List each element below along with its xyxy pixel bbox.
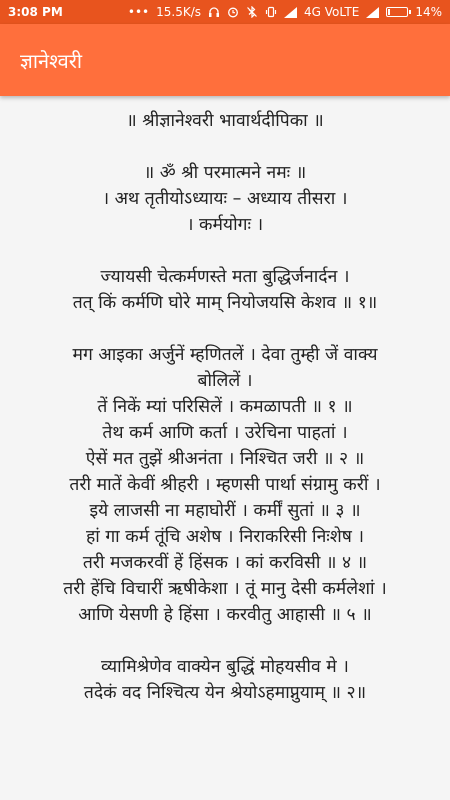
verse-line: तेथ कर्म आणि कर्ता । उरेचिना पाहतां । bbox=[102, 423, 348, 443]
verse-line: ज्यायसी चेत्कर्मणस्ते मता बुद्धिर्जनार्दन । bbox=[100, 267, 350, 287]
signal-strength-icon-2 bbox=[366, 7, 379, 18]
signal-strength-icon bbox=[284, 7, 297, 18]
bluetooth-off-icon bbox=[246, 6, 258, 18]
verse-line: तें निकें म्यां परिसिलें । कमळापती ॥ १ ॥ bbox=[97, 397, 353, 417]
verse-line: हां गा कर्म तूंचि अशेष । निराकरिसी निःशेष । bbox=[85, 527, 365, 547]
alarm-icon bbox=[227, 6, 239, 18]
verse-line: बोलिलें । bbox=[197, 371, 253, 391]
verse-line: तरी हेंचि विचारीं ऋषीकेशा । तूं मानु देसी कर्मलेशां । bbox=[63, 579, 387, 599]
blank-line bbox=[0, 316, 450, 342]
verse-line: ॥ ॐ श्री परमात्मने नमः ॥ bbox=[143, 163, 307, 183]
network-type: 4G VoLTE bbox=[304, 5, 360, 19]
scripture-text bbox=[0, 108, 450, 706]
verse-line: । कर्मयोगः । bbox=[186, 215, 264, 235]
battery-fill bbox=[388, 9, 390, 15]
verse-line: व्यामिश्रेणेव वाक्येन बुद्धिं मोहयसीव मे । bbox=[101, 657, 349, 677]
verse-line: तरी मातें केवीं श्रीहरी । म्हणसी पार्था संग्रामु करीं । bbox=[69, 475, 381, 495]
app-bar bbox=[0, 24, 450, 96]
status-icons bbox=[128, 5, 442, 19]
signal-dots-icon: ••• bbox=[127, 5, 150, 19]
vibrate-icon bbox=[265, 6, 277, 18]
network-speed: 15.5K/s bbox=[156, 5, 202, 19]
battery-percent: 14% bbox=[415, 5, 442, 19]
verse-line: मग आइका अर्जुनें म्हणितलें । देवा तुम्ही जें वाक्य bbox=[72, 345, 378, 365]
verse-line: ॥ श्रीज्ञानेश्वरी भावार्थदीपिका ॥ bbox=[126, 111, 324, 131]
verse-line: तरी मजकरवीं हें हिंसक । कां करविसी ॥ ४ ॥ bbox=[82, 553, 368, 573]
verse-line: इये लाजसी ना महाघोरीं । कर्मीं सुतां ॥ ३ ॥ bbox=[89, 501, 361, 521]
verse-line: आणि येसणी हे हिंसा । करवीतु आहासी ॥ ५ ॥ bbox=[78, 605, 372, 625]
status-bar bbox=[0, 0, 450, 24]
blank-line bbox=[0, 628, 450, 654]
status-time: 3:08 PM bbox=[8, 5, 63, 19]
verse-line: तदेकं वद निश्चित्य येन श्रेयोऽहमाप्नुयाम् ॥ २॥ bbox=[83, 683, 367, 703]
battery-icon bbox=[386, 7, 408, 17]
verse-line: ऐसें मत तुझें श्रीअनंता । निश्चित जरी ॥ २ ॥ bbox=[85, 449, 365, 469]
app-title: ज्ञानेश्वरी bbox=[20, 48, 83, 73]
blank-line bbox=[0, 238, 450, 264]
blank-line bbox=[0, 134, 450, 160]
headphones-icon bbox=[208, 6, 220, 18]
verse-line: । अथ तृतीयोऽध्यायः – अध्याय तीसरा । bbox=[102, 189, 348, 209]
verse-line: तत् किं कर्मणि घोरे माम् नियोजयसि केशव ॥ १॥ bbox=[72, 293, 378, 313]
